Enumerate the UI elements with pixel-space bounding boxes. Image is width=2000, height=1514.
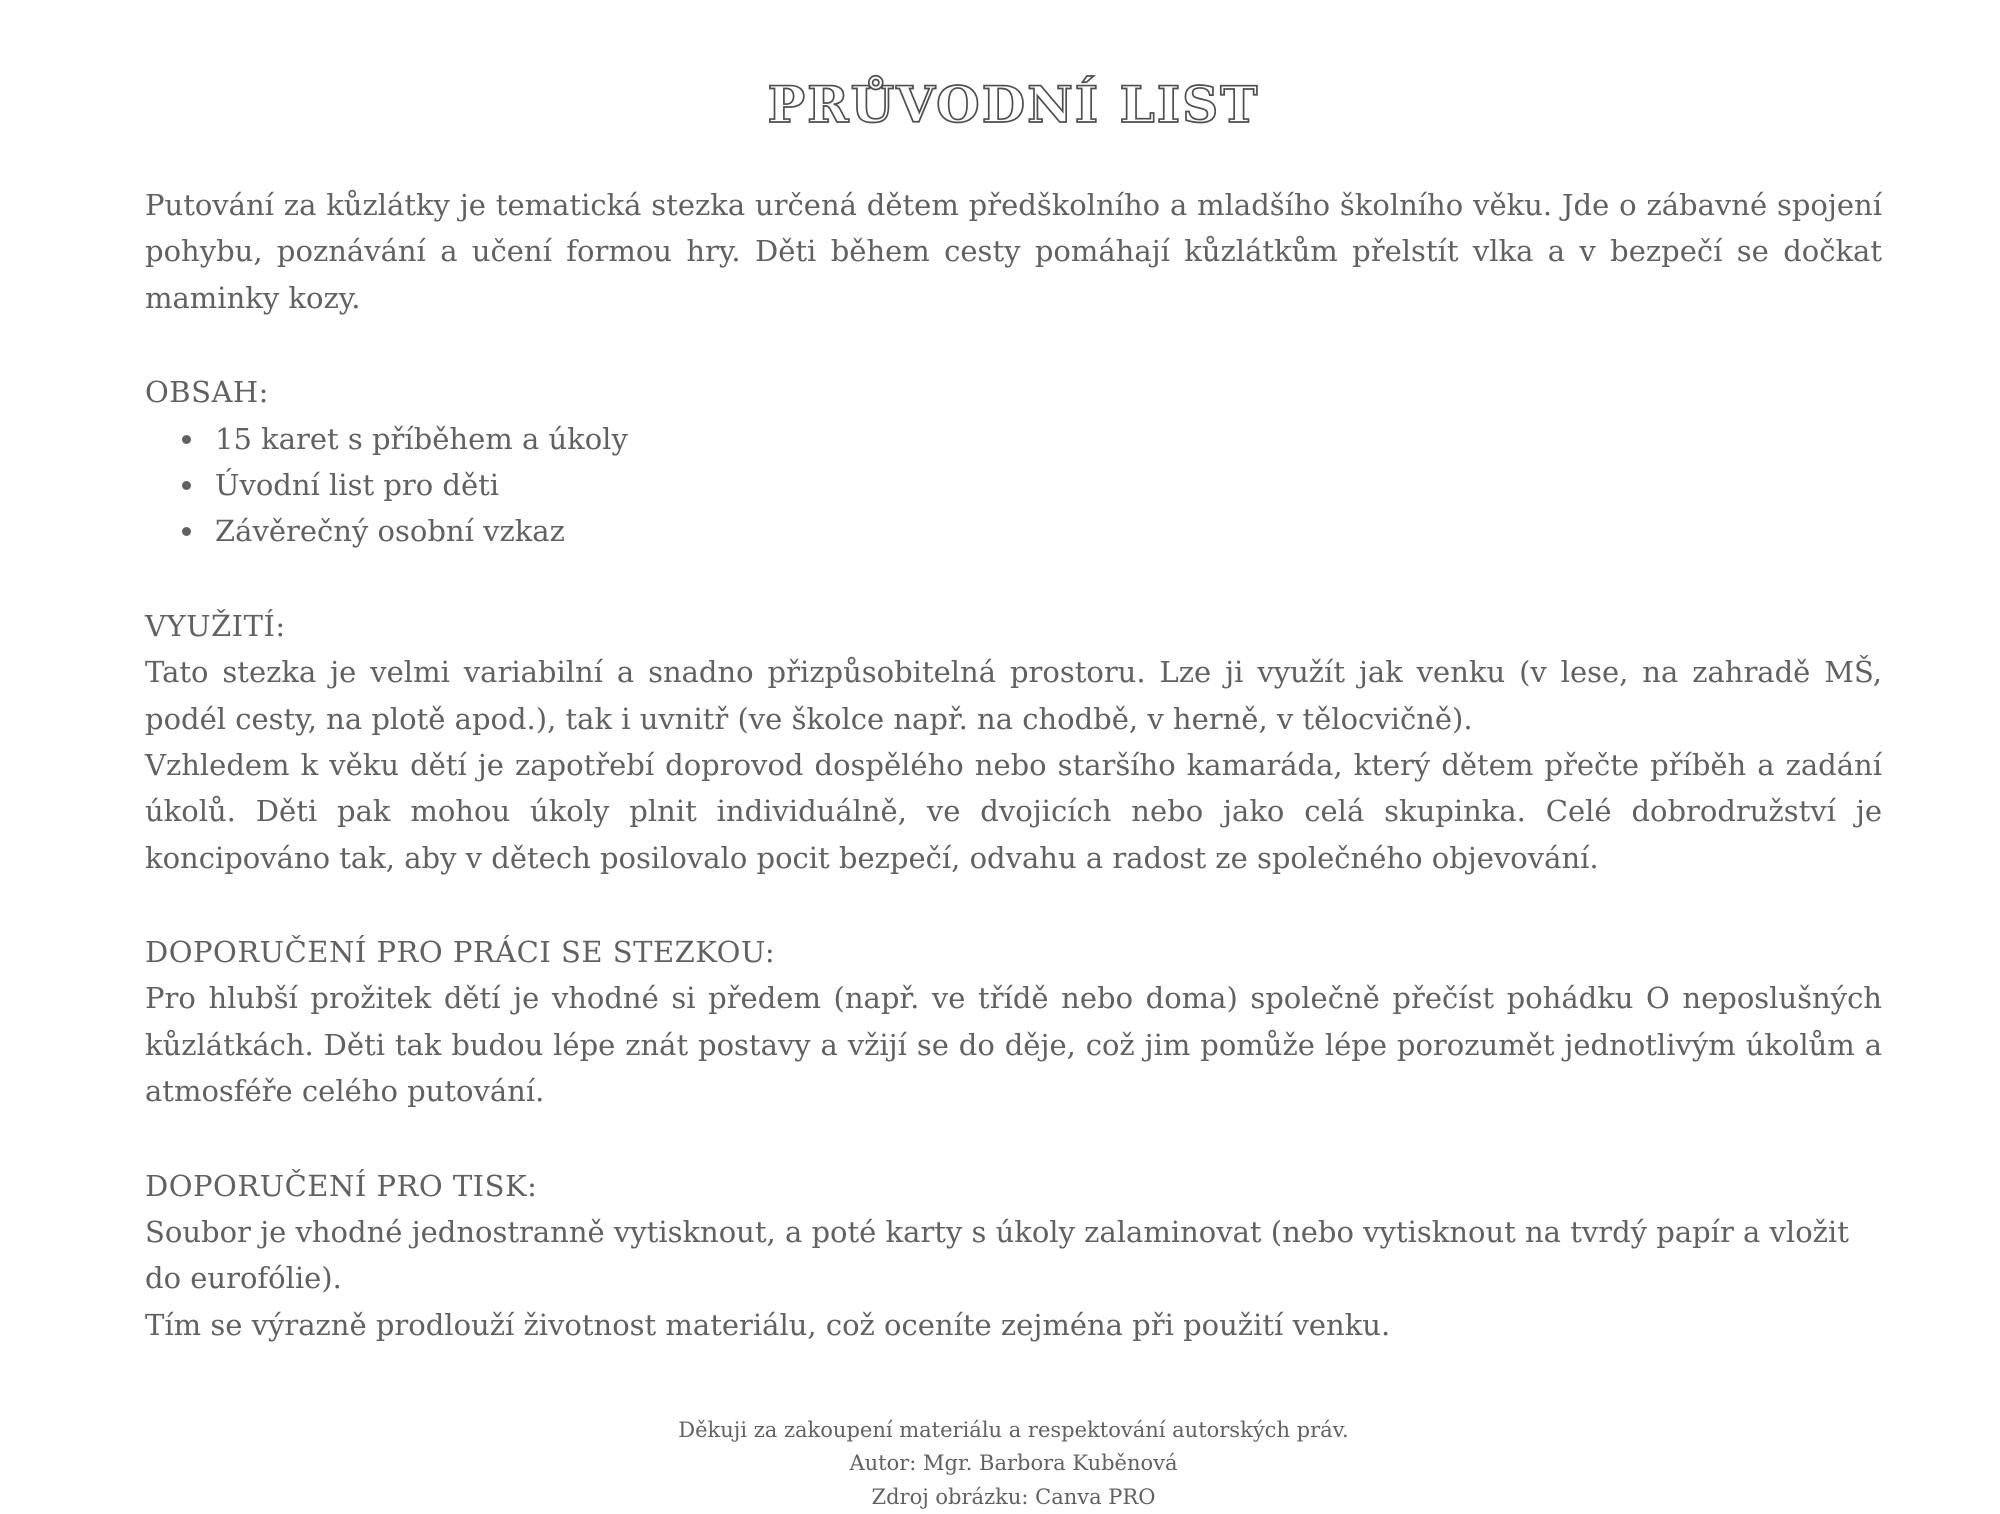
vyuziti-paragraph-2: Vzhledem k věku dětí je zapotřebí doprovod dospělého nebo staršího kamaráda, který dětem přečte příběh a zadání úkolů. Děti pak mohou úkoly plnit individuálně, ve dvojicích nebo jako celá skupinka. Celé dobrodružství je koncipováno tak, aby v dětech posilovalo pocit bezpečí, odvahu a radost ze společného objevování. [145, 747, 1882, 875]
footer-thanks-line: Děkuji za zakoupení materiálu a respektování autorských práv. [678, 1418, 1349, 1443]
doporuceni-tisk-line-2: Tím se výrazně prodlouží životnost materiálu, což oceníte zejména při použití venku. [145, 1307, 1391, 1342]
doporuceni-tisk-heading: DOPORUČENÍ PRO TISK: [145, 1168, 538, 1203]
section-doporuceni-stezka [145, 929, 1882, 1115]
list-item: • Závěrečný osobní vzkaz [207, 508, 1882, 554]
vyuziti-heading: VYUŽITÍ: [145, 608, 286, 643]
footer [145, 1414, 1882, 1514]
section-obsah [145, 369, 1882, 555]
footer-image-source-line: Zdroj obrázku: Canva PRO [871, 1484, 1156, 1509]
page-title: PRŮVODNÍ LIST [767, 75, 1260, 134]
obsah-heading: OBSAH: [145, 375, 269, 410]
section-vyuziti [145, 603, 1882, 881]
vyuziti-paragraph-1: Tato stezka je velmi variabilní a snadno přizpůsobitelná prostoru. Lze ji využít jak venku (v lese, na zahradě MŠ, podél cesty, na plotě apod.), tak i uvnitř (ve školce např. na chodbě, v herně, v tělocvičně). [145, 655, 1882, 736]
doporuceni-stezka-heading: DOPORUČENÍ PRO PRÁCI SE STEZKOU: [145, 935, 776, 970]
intro-paragraph: Putování za kůzlátky je tematická stezka určená dětem předškolního a mladšího školního věku. Jde o zábavné spojení pohybu, poznávání a učení formou hry. Děti během cesty pomáhají kůzlátkům přelstít vlka a v bezpečí se dočkat maminky kozy. [145, 188, 1882, 315]
obsah-list [145, 416, 1882, 555]
section-doporuceni-tisk [145, 1163, 1882, 1349]
doporuceni-tisk-line-1: Soubor je vhodné jednostranně vytisknout, a poté karty s úkoly zalaminovat (nebo vytisknout na tvrdý papír a vložit do eurofólie). [145, 1215, 1849, 1296]
doporuceni-stezka-paragraph: Pro hlubší prožitek dětí je vhodné si předem (např. ve třídě nebo doma) společně přečíst pohádku O neposlušných kůzlátkách. Děti tak budou lépe znát postavy a vžijí se do děje, což jim pomůže lépe porozumět jednotlivým úkolům a atmosféře celého putování. [145, 981, 1882, 1109]
footer-author-line: Autor: Mgr. Barbora Kuběnová [849, 1451, 1178, 1476]
list-item: • Úvodní list pro děti [207, 462, 1882, 508]
list-item: • 15 karet s příběhem a úkoly [207, 416, 1882, 462]
